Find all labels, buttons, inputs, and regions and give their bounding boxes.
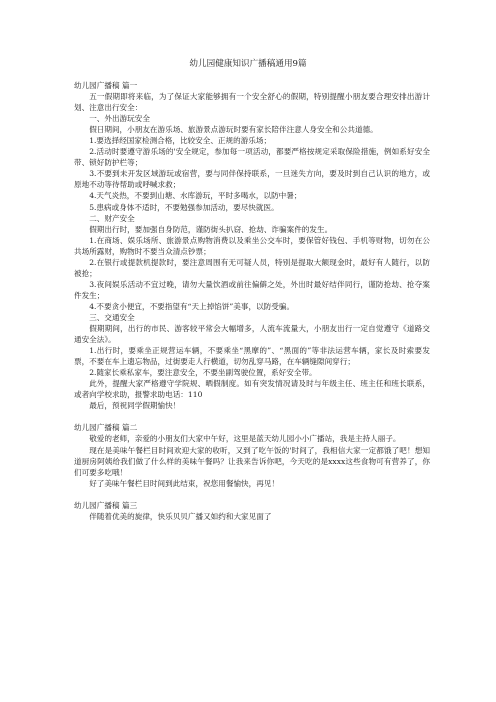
list-item: 2.随家长乘私家车，要注意安全，不要坐副驾驶位置，系好安全带。 (89, 368, 317, 378)
subsection-heading: 一、外出游玩安全 (89, 114, 150, 124)
paragraph: 假期出行时，要加强自身防范，谨防街头扒窃、抢劫、诈骗案件的发生。 (89, 224, 333, 234)
paragraph: 假日期间，小朋友在游乐场、旅游景点游玩时要有家长陪伴注意人身安全和公共道德。 (89, 125, 378, 135)
document-body (74, 80, 430, 522)
section-heading: 幼儿园广播稿 篇二 (74, 423, 138, 433)
document-title: 幼儿园健康知识广播稿通用9篇 (189, 59, 307, 69)
section-heading: 幼儿园广播稿 篇一 (74, 81, 138, 90)
paragraph: 好了美味午餐栏目时间到此结束，祝您用餐愉快，再见！ (89, 478, 280, 488)
list-item: 3.夜间娱乐活动不宜过晚，请勿大量饮酒或前往偏僻之处，外出时最好结伴同行，谨防抢劫、抢夺案件发生； (74, 279, 430, 300)
paragraph: 五一假期即将来临，为了保证大家能够拥有一个安全舒心的假期，特别提醒小朋友要合理安排出游计划、注意出行安全： (74, 92, 430, 113)
list-item: 3.不要到未开发区域游玩或宿营，要与同伴保持联系，一旦迷失方向，要及时到自己认识的地方，或原地不动等待帮助或呼喊求救； (74, 169, 430, 190)
list-item: 4.天气炎热，不要到山塘、水库游玩，平时多喝水，以防中暑； (89, 191, 302, 201)
paragraph: 此外，提醒大家严格遵守学院规、晒假制度。如有突发情况请及时与年级主任、班主任和班长联系，或者向学校求助，报警求助电话：110 (74, 379, 430, 400)
list-item: 2.活动时要遵守游乐场的'安全规定，参加每一项活动，都要严格按规定采取保险措施，例如系好安全带、锁好防护栏等； (74, 147, 430, 168)
list-item: 4.不要贪小便宜，不要指望有“天上掉馅饼”美事，以防受骗。 (89, 301, 295, 311)
paragraph: 最后，预祝同学假期愉快！ (89, 401, 181, 411)
list-item: 2.在银行或提款机提款时，要注意周围有无可疑人员，特别是提取大额现金时，最好有人随行，以防被抢； (74, 257, 430, 278)
subsection-heading: 二、财产安全 (89, 213, 135, 223)
list-item: 1.在商场、娱乐场所、旅游景点购物消费以及乘坐公交车时，要保管好钱包、手机等财物，切勿在公共场所露财，购物时不要当众清点钞票； (74, 235, 430, 256)
list-item: 1.要选择经国家检测合格，比较安全、正规的游乐场； (89, 136, 272, 146)
paragraph: 伴随着优美的旋律，快乐贝贝广播又如约和大家见面了 (89, 511, 272, 521)
subsection-heading: 三、交通安全 (89, 312, 135, 322)
section-heading: 幼儿园广播稿 篇三 (74, 500, 138, 510)
paragraph: 假期期间，出行的市民、游客较平常会大幅增多，人流车流量大，小朋友出行一定自觉遵守《道路交通安全法》。 (74, 324, 430, 345)
paragraph: 敬爱的老师，亲爱的小朋友们大家中午好，这里是蓝天幼儿园小小广播站，我是主持人丽子。 (89, 434, 401, 444)
list-item: 1.出行时，要乘坐正规营运车辆，不要乘坐“黑摩的”、“黑面的”等非法运营车辆，家长及时索要发票，不要在车上遗忘物品，过街要走人行横道，切勿乱穿马路，在车辆缝隙间穿行； (74, 346, 430, 367)
paragraph: 现在是美味午餐栏目时间欢迎大家的收听，又到了吃午饭的'时间了，我相信大家一定都饿了吧！想知道厨房阿姨给我们做了什么样的美味午餐吗？让我来告诉你吧，今天吃的是xxxx这些食物可有营养了，你们可要多吃哦！ (74, 445, 430, 477)
list-item: 5.患病或身体不适时，不要勉强参加活动，要尽快就医。 (89, 202, 279, 212)
